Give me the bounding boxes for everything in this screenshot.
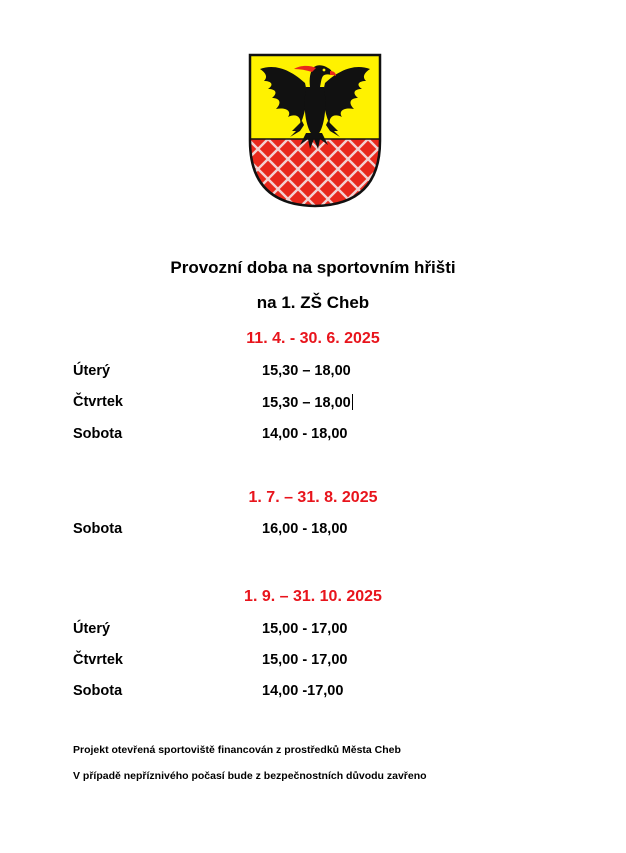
time-range: 15,30 – 18,00: [262, 395, 351, 411]
schedule-row: [73, 363, 553, 383]
time-range: 14,00 - 18,00: [262, 426, 348, 442]
period-heading-2: 1. 7. – 31. 8. 2025: [248, 489, 378, 506]
page-subtitle: na 1. ZŠ Cheb: [256, 293, 370, 312]
day-label: Sobota: [73, 426, 123, 442]
schedule-row: [73, 521, 553, 541]
text-cursor: [352, 394, 353, 410]
cheb-coat-of-arms-icon: [248, 53, 382, 208]
page-title: Provozní doba na sportovním hřišti: [170, 258, 456, 277]
day-label: Úterý: [73, 621, 111, 637]
funding-note: Projekt otevřená sportoviště financován z prostředků Města Cheb: [73, 744, 401, 756]
day-label: Čtvrtek: [73, 394, 123, 410]
time-range: 15,00 - 17,00: [262, 621, 348, 637]
day-label: Čtvrtek: [73, 652, 123, 668]
schedule-row: [73, 394, 553, 414]
day-label: Sobota: [73, 521, 123, 537]
schedule-row: [73, 683, 553, 703]
time-range: 15,30 – 18,00: [262, 363, 351, 379]
time-range: 14,00 -17,00: [262, 683, 344, 699]
schedule-row: [73, 652, 553, 672]
day-label: Sobota: [73, 683, 123, 699]
schedule-row: [73, 426, 553, 446]
time-range: 16,00 - 18,00: [262, 521, 348, 537]
period-heading-1: 11. 4. - 30. 6. 2025: [246, 330, 380, 347]
day-label: Úterý: [73, 363, 111, 379]
period-heading-3: 1. 9. – 31. 10. 2025: [244, 588, 382, 605]
time-range: 15,00 - 17,00: [262, 652, 348, 668]
weather-note: V případě nepříznivého počasí bude z bezpečnostních důvodu zavřeno: [73, 770, 427, 782]
time-range-with-cursor: [262, 394, 353, 411]
schedule-row: [73, 621, 553, 641]
